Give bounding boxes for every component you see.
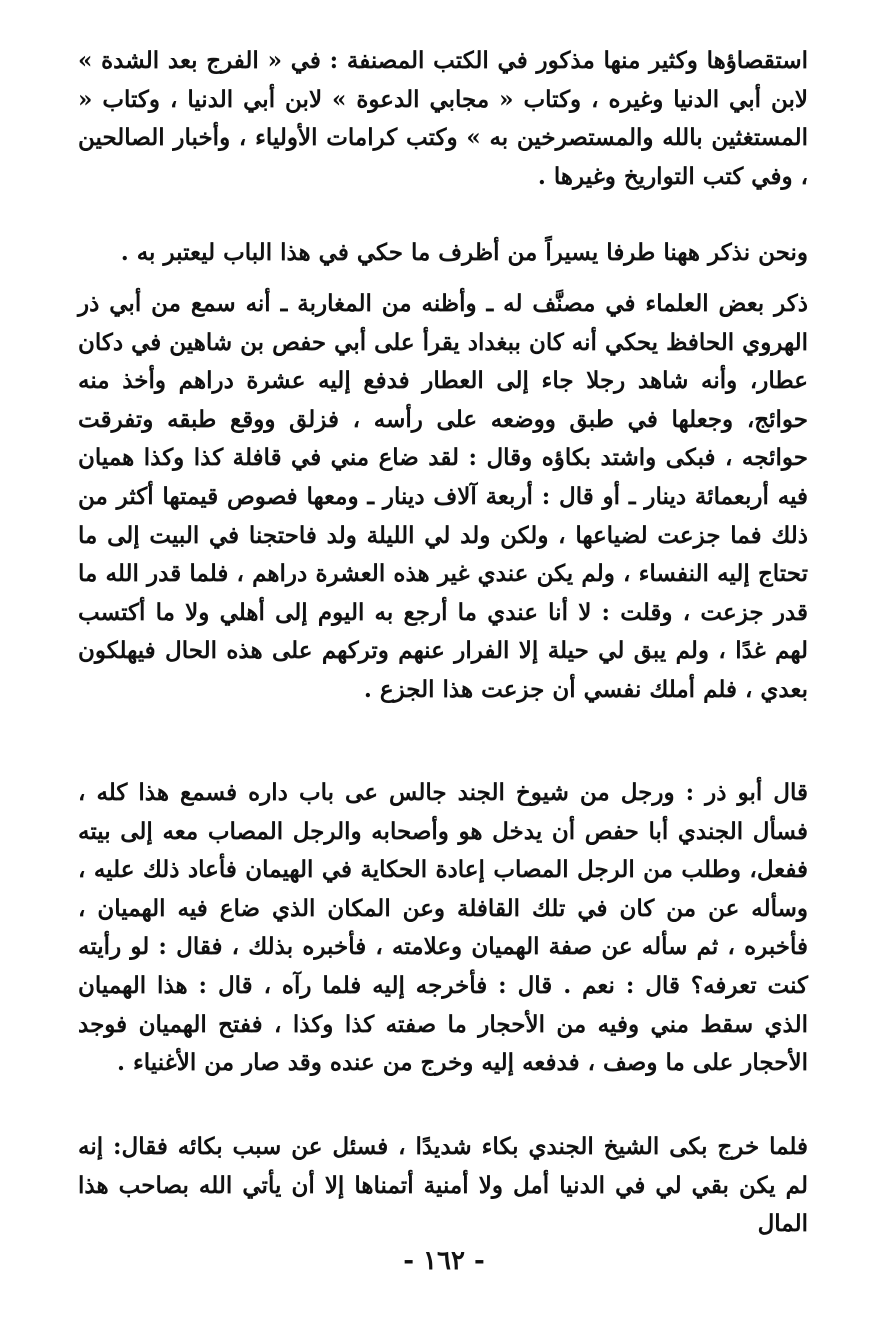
paragraph-collections-intro: استقصاؤها وكثير منها مذكور في الكتب المصنفة : في « الفرج بعد الشدة » لابن أبي الدنيا وغيره ، وكتاب « مجابي الدعوة » لابن أبي الدنيا ، وكتاب « المستغثين بالله والمستصرخين به » وكتب كرامات الأولياء ، وأخبار الصالحين ، وفي كتب التواريخ وغيرها . xyxy=(78,47,808,190)
paragraph-soldier-returns-purse: قال أبو ذر : ورجل من شيوخ الجند جالس عى باب داره فسمع هذا كله ، فسأل الجندي أبا حفص أن يدخل هو وأصحابه والرجل المصاب معه إلى بيته ففعل، وطلب من الرجل المصاب إعادة الحكاية في الهيمان فأعاد ذلك عليه ، وسأله عن من كان في تلك القافلة وعن المكان الذي ضاع فيه الهميان ، فأخبره ، ثم سأله عن صفة الهميان وعلامته ، فأخبره بذلك ، فقال : لو رأيته كنت تعرفه؟ قال : نعم . قال : فأخرجه إليه فلما رآه ، قال : هذا الهميان الذي سقط مني وفيه من الأحجار ما صفته كذا وكذا ، ففتح الهميان فوجد الأحجار على ما وصف ، فدفعه إليه وخرج من عنده وقد صار من الأغنياء . xyxy=(78,779,809,1077)
paragraph-abu-dharr-story: ذكر بعض العلماء في مصنَّف له ـ وأظنه من المغاربة ـ أنه سمع من أبي ذر الهروي الحافظ يحكي أنه كان ببغداد يقرأ على أبي حفص بن شاهين في دكان عطار، وأنه شاهد رجلا جاء إلى العطار فدفع إليه عشرة دراهم وأخذ منه حوائج، وجعلها في طبق ووضعه على رأسه ، فزلق ووقع طبقه وتفرقت حوائجه ، فبكى واشتد بكاؤه وقال : لقد ضاع مني في قافلة كذا وكذا هميان فيه أربعمائة دينار ـ أو قال : أربعة آلاف دينار ـ ومعها فصوص قيمتها أكثر من ذلك فما جزعت لضياعها ، ولكن ولد لي الليلة ولد فاحتجنا في البيت إلى ما تحتاج إليه النفساء ، ولم يكن عندي غير هذه العشرة دراهم ، فلما قدر الله ما قدر جزعت ، وقلت : لا أنا عندي ما أرجع به اليوم إلى أهلي ولا ما أكتسب لهم غدًا ، ولم يبق لي حيلة إلا الفرار عنهم وتركهم على هذه الحال فيهلكون بعدي ، فلم أملك نفسي أن جزعت هذا الجزع . xyxy=(78,290,809,703)
paragraph-sheikh-weeps: فلما خرج بكى الشيخ الجندي بكاء شديدًا ، فسئل عن سبب بكائه فقال: إنه لم يكن بقي لي في الدنيا أمل ولا أمنية أتمناها إلا أن يأتي الله بصاحب هذا المال xyxy=(78,1133,808,1238)
paragraph-mention-intent: ونحن نذكر ههنا طرفا يسيراً من أظرف ما حكي في هذا الباب ليعتبر به . xyxy=(120,239,808,266)
page-number: - ١٦٢ - xyxy=(403,1246,485,1276)
